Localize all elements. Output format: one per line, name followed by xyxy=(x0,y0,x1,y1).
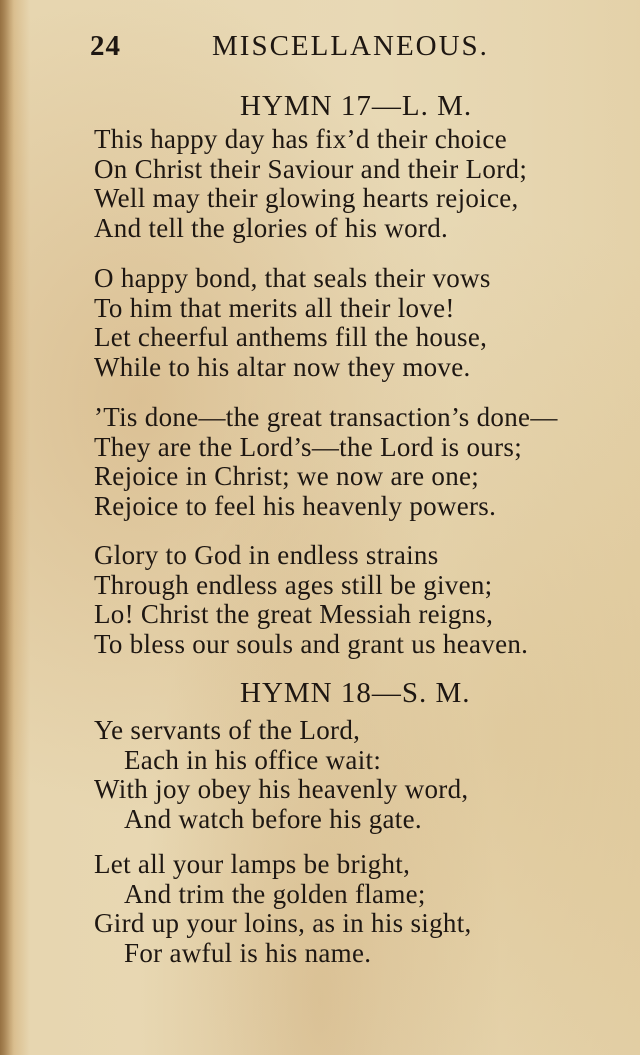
verse-line: And watch before his gate. xyxy=(124,803,422,834)
verse-line: Through endless ages still be given; xyxy=(94,569,493,600)
verse-line: This happy day has fix’d their choice xyxy=(94,124,507,154)
page-gutter-shadow xyxy=(0,0,14,1055)
verse-line: Let all your lamps be bright, xyxy=(94,849,411,879)
verse-line: O happy bond, that seals their vows xyxy=(94,263,491,293)
verse-line: With joy obey his heavenly word, xyxy=(94,774,469,804)
page-header xyxy=(90,30,530,70)
verse-line: Each in his office wait: xyxy=(124,744,382,775)
verse-line: And tell the glories of his word. xyxy=(94,212,449,243)
running-head: MISCELLANEOUS. xyxy=(212,30,489,62)
verse-line: Let cheerful anthems fill the house, xyxy=(94,322,488,352)
hymn-17-stanza-3 xyxy=(94,403,624,521)
verse-line: Lo! Christ the great Messiah reigns, xyxy=(94,599,494,629)
verse-line: And trim the golden flame; xyxy=(124,878,426,909)
page-number: 24 xyxy=(90,30,121,62)
verse-line: They are the Lord’s—the Lord is ours; xyxy=(94,431,522,462)
verse-line: Rejoice to feel his heavenly powers. xyxy=(94,490,497,521)
verse-line: To him that merits all their love! xyxy=(94,292,455,323)
verse-line: Ye servants of the Lord, xyxy=(94,715,361,745)
verse-line: Gird up your loins, as in his sight, xyxy=(94,908,472,938)
hymn-17-title: HYMN 17—L. M. xyxy=(240,90,473,122)
hymn-18-title: HYMN 18—S. M. xyxy=(240,677,471,709)
hymn-17-stanza-1 xyxy=(94,125,624,243)
verse-line: ’Tis done—the great transaction’s done— xyxy=(94,402,558,432)
hymn-17-stanza-4 xyxy=(94,541,624,659)
verse-line: Rejoice in Christ; we now are one; xyxy=(94,461,480,491)
verse-line: To bless our souls and grant us heaven. xyxy=(94,628,529,659)
verse-line: While to his altar now they move. xyxy=(94,351,471,382)
hymn-18-stanza-1 xyxy=(94,716,624,834)
verse-line: On Christ their Saviour and their Lord; xyxy=(94,153,528,184)
hymn-17-stanza-2 xyxy=(94,264,624,382)
verse-line: Well may their glowing hearts rejoice, xyxy=(94,183,519,213)
hymn-18-stanza-2 xyxy=(94,850,624,968)
verse-line: Glory to God in endless strains xyxy=(94,540,439,570)
verse-line: For awful is his name. xyxy=(124,937,372,968)
